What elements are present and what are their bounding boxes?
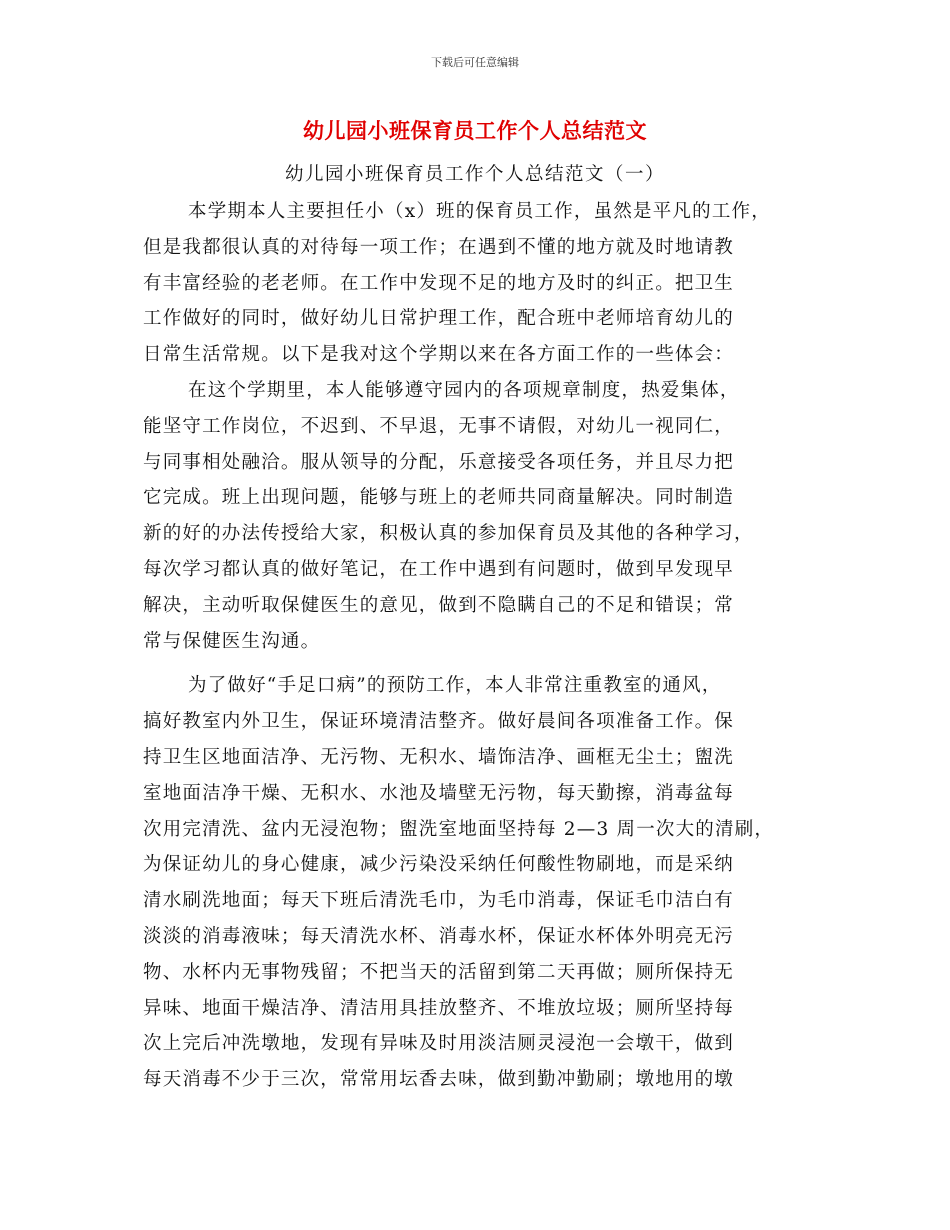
text-line: 次用完清洗、盆内无浸泡物；盥洗室地面坚持每 2—3 周一次大的清刷， [143,818,775,840]
text-line: 室地面洁净干燥、无积水、水池及墙壁无污物，每天勤擦，消毒盆每 [143,782,735,804]
text-line: 与同事相处融洽。服从领导的分配，乐意接受各项任务，并且尽力把 [143,451,735,473]
text-line: 有丰富经验的老老师。在工作中发现不足的地方及时的纠正。把卫生 [143,272,735,294]
document-subtitle: 幼儿园小班保育员工作个人总结范文（一） [284,164,665,185]
text-line: 解决，主动听取保健医生的意见，做到不隐瞒自己的不足和错误；常 [143,594,735,616]
text-line: 淡淡的消毒液味；每天清洗水杯、消毒水杯，保证水杯体外明亮无污 [143,925,735,947]
text-line: 常与保健医生沟通。 [143,630,321,652]
text-line: 日常生活常规。以下是我对这个学期以来在各方面工作的一些体会： [143,344,735,366]
text-line: 它完成。班上出现问题，能够与班上的老师共同商量解决。同时制造 [143,487,735,509]
text-line: 为保证幼儿的身心健康，减少污染没采纳任何酸性物刷地，而是采纳 [143,854,735,876]
text-line: 每天消毒不少于三次，常常用坛香去味，做到勤冲勤刷；墩地用的墩 [143,1069,735,1091]
document-title: 幼儿园小班保育员工作个人总结范文 [303,119,647,143]
paragraph [143,373,843,659]
text-line: 次上完后冲洗墩地，发现有异味及时用淡洁厕灵浸泡一会墩干，做到 [143,1033,735,1055]
paragraph [143,668,843,1098]
text-line: 异味、地面干燥洁净、清洁用具挂放整齐、不堆放垃圾；厕所坚持每 [143,997,735,1019]
text-line: 为了做好“手足口病”的预防工作，本人非常注重教室的通风， [188,675,722,697]
text-line: 但是我都很认真的对待每一项工作；在遇到不懂的地方就及时地请教 [143,236,735,258]
text-line: 工作做好的同时，做好幼儿日常护理工作，配合班中老师培育幼儿的 [143,308,735,330]
text-line: 新的好的办法传授给大家，积极认真的参加保育员及其他的各种学习， [143,523,754,545]
text-line: 能坚守工作岗位，不迟到、不早退，无事不请假，对幼儿一视同仁， [143,415,735,437]
header-note: 下载后可任意编辑 [431,56,519,69]
text-line: 物、水杯内无事物残留；不把当天的活留到第二天再做；厕所保持无 [143,961,735,983]
text-line: 持卫生区地面洁净、无污物、无积水、墙饰洁净、画框无尘土；盥洗 [143,746,735,768]
text-line: 每次学习都认真的做好笔记，在工作中遇到有问题时，做到早发现早 [143,558,735,580]
paragraph-gap [143,659,843,668]
text-line: 清水刷洗地面；每天下班后清洗毛巾，为毛巾消毒，保证毛巾洁白有 [143,890,735,912]
document-body [143,194,843,1098]
text-line: 本学期本人主要担任小（x）班的保育员工作，虽然是平凡的工作， [188,201,771,222]
text-line: 在这个学期里，本人能够遵守园内的各项规章制度，热爱集体， [188,379,740,401]
paragraph [143,194,843,373]
text-line: 搞好教室内外卫生，保证环境清洁整齐。做好晨间各项准备工作。保 [143,711,735,733]
